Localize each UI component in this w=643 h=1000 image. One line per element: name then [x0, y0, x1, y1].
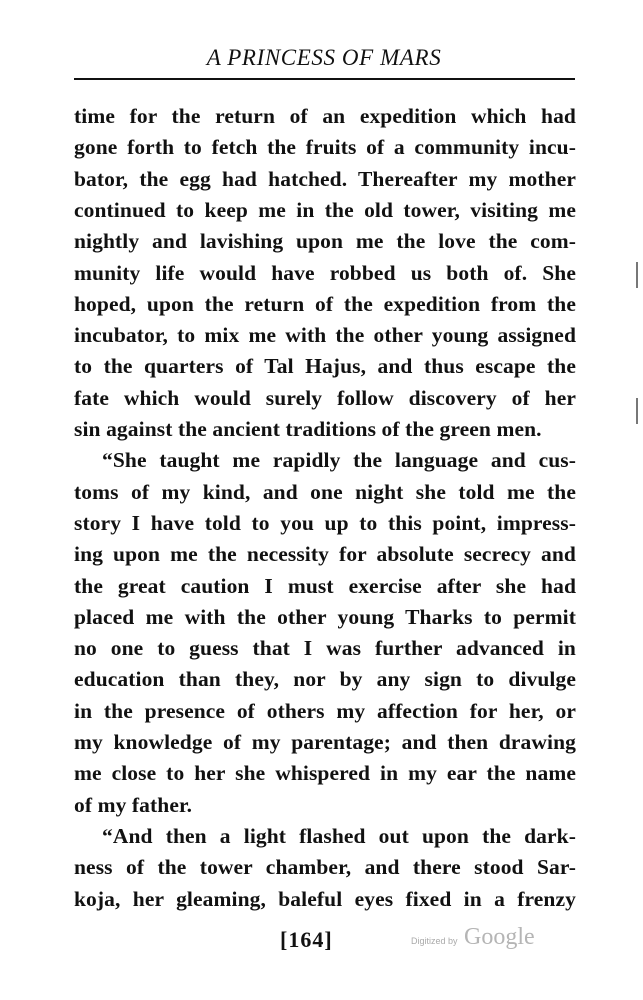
text-line: sin against the ancient traditions of the green men.: [74, 417, 542, 441]
text-line: of my father.: [74, 792, 193, 817]
text-line: time for the return of an expedition which had: [74, 104, 576, 128]
text-line: my knowledge of my parentage; and then drawing: [74, 730, 576, 754]
text-line: bator, the egg had hatched. Thereafter my mother: [74, 166, 576, 191]
text-line: koja, her gleaming, baleful eyes fixed in a frenzy: [74, 886, 576, 911]
watermark-prefix: Digitized by: [411, 936, 458, 946]
text-line: incubator, to mix me with the other young assigned: [74, 323, 576, 348]
text-line: to the quarters of Tal Hajus, and thus escape the: [74, 354, 576, 379]
text-line: me close to her she whispered in my ear the name: [74, 761, 576, 786]
running-head: A PRINCESS OF MARS: [206, 45, 442, 70]
margin-mark: [636, 398, 638, 424]
header-rule: [74, 78, 575, 80]
text-line: education than they, nor by any sign to divulge: [74, 667, 576, 692]
text-line: in the presence of others my affection for her, or: [74, 698, 576, 723]
text-line: munity life would have robbed us both of. She: [74, 260, 576, 285]
text-line: gone forth to fetch the fruits of a community incu-: [74, 135, 576, 160]
text-line: fate which would surely follow discovery of her: [74, 385, 576, 410]
text-line: placed me with the other young Tharks to permit: [74, 604, 576, 629]
text-line: story I have told to you up to this point, impress-: [74, 510, 576, 535]
text-line: the great caution I must exercise after she had: [74, 573, 576, 598]
text-line: toms of my kind, and one night she told me the: [74, 479, 576, 504]
watermark-logo: Google: [464, 924, 535, 950]
text-line: “She taught me rapidly the language and cus-: [102, 448, 576, 473]
text-line: “And then a light flashed out upon the dark-: [102, 823, 576, 848]
page-number: [164]: [280, 927, 333, 952]
text-line: continued to keep me in the old tower, visiting me: [74, 197, 576, 222]
text-line: nightly and lavishing upon me the love the com-: [74, 229, 576, 254]
text-line: no one to guess that I was further advanced in: [74, 636, 576, 661]
text-line: ing upon me the necessity for absolute secrecy and: [74, 542, 576, 567]
text-line: ness of the tower chamber, and there stood Sar-: [74, 855, 576, 880]
text-line: hoped, upon the return of the expedition from the: [74, 291, 576, 316]
margin-mark: [636, 262, 638, 288]
